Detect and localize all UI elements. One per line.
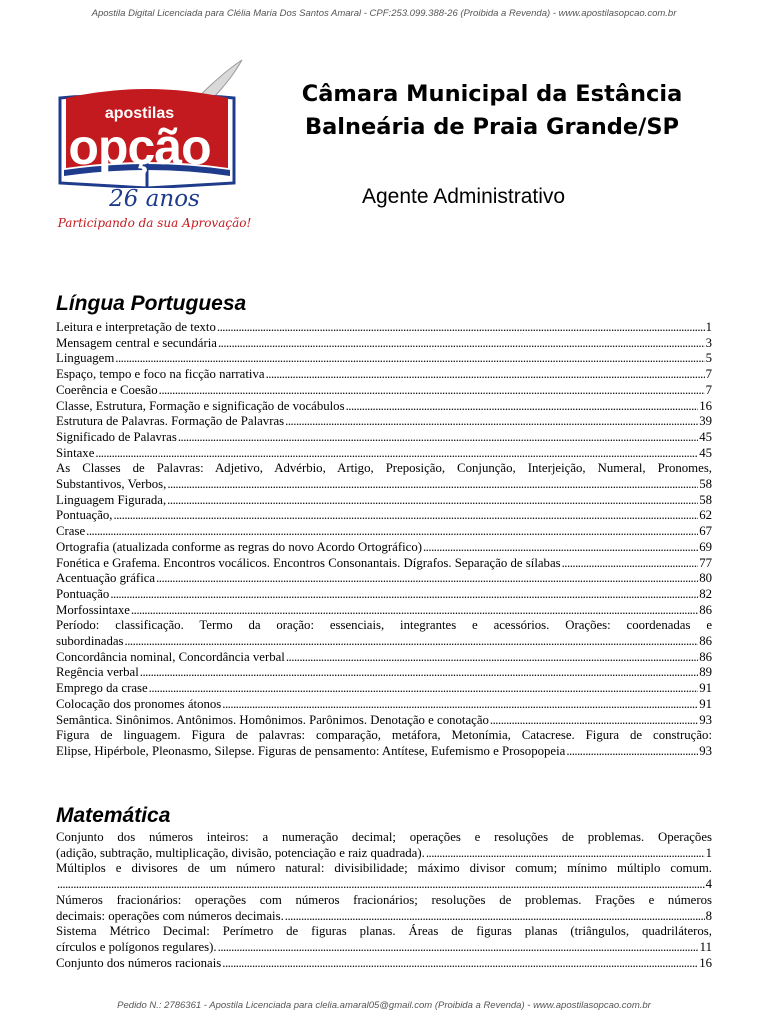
toc-entry-row: [56, 508, 712, 524]
toc-entry-row: [56, 603, 712, 619]
dot-leader: [86, 524, 698, 540]
toc-entry[interactable]: [56, 367, 712, 383]
toc-entry[interactable]: [56, 830, 712, 861]
toc-entry-title: Linguagem: [56, 351, 115, 366]
toc-entry[interactable]: [56, 493, 712, 509]
toc-page-number: 82: [699, 586, 712, 601]
toc-entry-title: Significado de Palavras: [56, 429, 177, 444]
toc-entry-row: [56, 665, 712, 681]
toc-entry-row: [56, 556, 712, 572]
toc-entry-title: Estrutura de Palavras. Formação de Palavras: [56, 414, 285, 429]
toc-page-number: 16: [699, 955, 712, 970]
page-title: [262, 78, 722, 144]
toc-entry-title: subordinadas: [56, 634, 124, 649]
dot-leader: [218, 940, 699, 956]
dot-leader: [125, 634, 699, 650]
toc-entry-title: Morfossintaxe: [56, 602, 130, 617]
toc-entry-row: [56, 713, 712, 729]
dot-leader: [285, 909, 705, 925]
toc-page-number: 86: [699, 649, 712, 664]
toc-entry[interactable]: [56, 540, 712, 556]
toc-page-number: 1: [705, 320, 712, 334]
toc-page-number: 89: [699, 665, 712, 680]
toc-entry-row: [56, 634, 712, 650]
toc-entry-title: Conjunto dos números racionais: [56, 955, 222, 970]
job-role: Agente Administrativo: [362, 185, 566, 208]
dot-leader: [110, 587, 698, 603]
toc-entry-row: [56, 681, 712, 697]
dot-leader: [140, 665, 698, 681]
toc-page-number: 8: [705, 908, 712, 923]
dot-leader: [285, 414, 698, 430]
toc-entry-row: [56, 383, 712, 399]
toc-entry[interactable]: [56, 320, 712, 336]
toc-entry-title: círculos e polígonos regulares).: [56, 939, 217, 954]
toc-entry-title: Semântica. Sinônimos. Antônimos. Homônimos. Parônimos. Denotação e conotação: [56, 712, 489, 727]
toc-page-number: 1: [705, 845, 712, 860]
toc-entry[interactable]: [56, 399, 712, 415]
dot-leader: [346, 399, 699, 415]
toc-entry-title: Fonética e Grafema. Encontros vocálicos. Encontros Consonantais. Dígrafos. Separação de sílabas: [56, 555, 561, 570]
toc-entry-first-line: Conjunto dos números inteiros: a numeração decimal; operações e resoluções de problemas. Operações: [56, 830, 712, 844]
toc-entry[interactable]: [56, 414, 712, 430]
toc-page-number: 11: [699, 939, 712, 954]
dot-leader: [562, 556, 699, 572]
toc-entry-title: Emprego da crase: [56, 681, 148, 696]
toc-page-number: 7: [705, 367, 712, 382]
toc-entry-title: Concordância nominal, Concordância verbal: [56, 649, 285, 664]
dot-leader: [426, 846, 705, 862]
toc-entry-row: [56, 524, 712, 540]
toc-entry-title: decimais: operações com números decimais.: [56, 908, 284, 923]
toc-page-number: 86: [699, 634, 712, 649]
section-title-matematica: Matemática: [56, 804, 171, 827]
toc-entry-row: [56, 877, 712, 893]
toc-entry[interactable]: [56, 446, 712, 462]
toc-entry-row: [56, 909, 712, 925]
toc-page-number: 58: [699, 477, 712, 492]
dot-leader: [57, 877, 705, 893]
toc-entry-row: [56, 477, 712, 493]
dot-leader: [490, 713, 698, 729]
dot-leader: [95, 446, 698, 462]
toc-entry-title: Pontuação: [56, 586, 110, 601]
toc-page-number: 45: [699, 429, 712, 444]
dot-leader: [178, 430, 698, 446]
toc-entry[interactable]: [56, 571, 712, 587]
toc-page-number: 91: [699, 696, 712, 711]
toc-entry-row: [56, 956, 712, 972]
toc-entry-title: Mensagem central e secundária: [56, 335, 217, 350]
toc-entry-title: Sintaxe: [56, 445, 95, 460]
toc-entry-title: Substantivos, Verbos,: [56, 477, 167, 492]
toc-entry[interactable]: [56, 650, 712, 666]
dot-leader: [222, 697, 698, 713]
section-title-portugues: Língua Portuguesa: [56, 292, 247, 315]
toc-page-number: 4: [705, 877, 712, 892]
license-header: Apostila Digital Licenciada para Clélia Maria Dos Santos Amaral - CPF:253.099.388-26 (Proibida a Revenda) - www.apostilasopcao.com.br: [91, 8, 677, 19]
dot-leader: [222, 956, 698, 972]
toc-entry-row: [56, 650, 712, 666]
toc-page-number: 93: [699, 743, 712, 758]
toc-page-number: 77: [699, 555, 712, 570]
toc-entry-first-line: Sistema Métrico Decimal: Perímetro de figuras planas. Áreas de figuras planas (triângulos, quadriláteros,: [56, 924, 712, 939]
toc-page-number: 16: [699, 398, 712, 413]
toc-page-number: 69: [699, 539, 712, 554]
toc-entry[interactable]: [56, 681, 712, 697]
toc-entry-row: [56, 430, 712, 446]
dot-leader: [218, 336, 705, 352]
toc-page-number: 86: [699, 602, 712, 617]
toc-entry[interactable]: [56, 556, 712, 572]
dot-leader: [286, 650, 698, 666]
toc-entry[interactable]: [56, 697, 712, 713]
toc-page-number: 67: [699, 524, 712, 539]
toc-entry[interactable]: [56, 603, 712, 619]
toc-entry-first-line: Período: classificação. Termo da oração: essenciais, integrantes e acessórios. Orações: coordenadas e: [56, 618, 712, 633]
toc-entry-row: [56, 540, 712, 556]
toc-entry-title: Pontuação,: [56, 508, 113, 523]
dot-leader: [167, 493, 698, 509]
toc-entry-row: [56, 697, 712, 713]
toc-entry-first-line: Figura de linguagem. Figura de palavras: comparação, metáfora, Metonímia, Catacrese. Figura de construção:: [56, 728, 712, 743]
toc-entry-title: Classe, Estrutura, Formação e significação de vocábulos: [56, 398, 345, 413]
title-line-2: Balneária de Praia Grande/SP: [304, 114, 680, 140]
toc-entry-row: [56, 446, 712, 462]
dot-leader: [156, 571, 698, 587]
toc-page-number: 3: [705, 335, 712, 350]
toc-entry-row: [56, 587, 712, 603]
toc-entry[interactable]: [56, 893, 712, 924]
logo-26-anos: 26 anos: [109, 186, 200, 212]
toc-entry-row: [56, 940, 712, 956]
toc-entry[interactable]: [56, 728, 712, 759]
logo-slogan: Participando da sua Aprovação!: [57, 216, 252, 230]
toc-page-number: 62: [699, 508, 712, 523]
toc-page-number: 93: [699, 712, 712, 727]
toc-entry-title: Coerência e Coesão: [56, 382, 158, 397]
toc-entry[interactable]: [56, 618, 712, 649]
dot-leader: [266, 367, 705, 383]
toc-page-number: 5: [705, 351, 712, 366]
toc-entry[interactable]: [56, 587, 712, 603]
toc-entry-row: [56, 367, 712, 383]
toc-entry-first-line: As Classes de Palavras: Adjetivo, Advérbio, Artigo, Preposição, Conjunção, Interjeição, Numeral, Pronomes,: [56, 461, 712, 476]
dot-leader: [217, 320, 705, 336]
toc-entry-title: Crase: [56, 524, 86, 539]
toc-entry[interactable]: [56, 461, 712, 492]
toc-entry[interactable]: [56, 383, 712, 399]
toc-entry[interactable]: [56, 524, 712, 540]
toc-entry[interactable]: [56, 508, 712, 524]
toc-entry-title: Regência verbal: [56, 665, 139, 680]
dot-leader: [423, 540, 698, 556]
toc-entry[interactable]: [56, 336, 712, 352]
apostilas-opcao-logo: [52, 58, 257, 238]
toc-entry-row: [56, 399, 712, 415]
toc-entry-title: Colocação dos pronomes átonos: [56, 696, 222, 711]
order-footer: Pedido N.: 2786361 - Apostila Licenciada para clelia.amaral05@gmail.com (Proibida a Revenda) - www.apostilasopcao.com.br: [117, 1000, 651, 1011]
toc-matematica: [56, 830, 712, 971]
toc-entry[interactable]: [56, 956, 712, 972]
toc-entry-row: [56, 744, 712, 760]
toc-entry[interactable]: [56, 713, 712, 729]
toc-entry-first-line: Números fracionários: operações com números fracionários; resoluções de problemas. Frações e números: [56, 892, 712, 907]
toc-entry-title: (adição, subtração, multiplicação, divisão, potenciação e raiz quadrada).: [56, 845, 425, 860]
toc-entry-row: [56, 351, 712, 367]
toc-entry-first-line: Múltiplos e divisores de um número natural: divisibilidade; máximo divisor comum; mínimo múltiplo comum.: [56, 861, 712, 876]
toc-entry-title: Ortografia (atualizada conforme as regras do novo Acordo Ortográfico): [56, 539, 422, 554]
toc-page-number: 91: [699, 681, 712, 696]
dot-leader: [159, 383, 705, 399]
toc-portugues: [56, 320, 712, 760]
toc-entry-title: Acentuação gráfica: [56, 571, 156, 586]
toc-page-number: 45: [699, 445, 712, 460]
toc-entry[interactable]: [56, 430, 712, 446]
toc-entry[interactable]: [56, 665, 712, 681]
toc-entry-title: Elipse, Hipérbole, Pleonasmo, Silepse. Figuras de pensamento: Antítese, Eufemismo e Prosopopeia: [56, 743, 566, 758]
logo-apostilas: apostilas: [104, 105, 175, 122]
toc-entry-row: [56, 414, 712, 430]
toc-entry[interactable]: [56, 351, 712, 367]
toc-entry-row: [56, 846, 712, 862]
logo-opcao: opção: [68, 119, 211, 175]
toc-page-number: 58: [699, 492, 712, 507]
toc-entry[interactable]: [56, 861, 712, 892]
toc-page-number: 80: [699, 571, 712, 586]
toc-entry-row: [56, 320, 712, 336]
toc-page-number: 7: [705, 382, 712, 397]
dot-leader: [115, 351, 704, 367]
toc-entry-title: Leitura e interpretação de texto: [56, 320, 216, 334]
title-line-1: Câmara Municipal da Estância: [301, 81, 683, 107]
toc-entry[interactable]: [56, 924, 712, 955]
dot-leader: [149, 681, 699, 697]
dot-leader: [167, 477, 698, 493]
toc-entry-title: Linguagem Figurada,: [56, 492, 167, 507]
dot-leader: [131, 603, 698, 619]
toc-entry-row: [56, 493, 712, 509]
toc-entry-title: Espaço, tempo e foco na ficção narrativa: [56, 367, 265, 382]
toc-entry-row: [56, 571, 712, 587]
dot-leader: [114, 508, 699, 524]
toc-entry-row: [56, 336, 712, 352]
dot-leader: [566, 744, 698, 760]
toc-page-number: 39: [699, 414, 712, 429]
